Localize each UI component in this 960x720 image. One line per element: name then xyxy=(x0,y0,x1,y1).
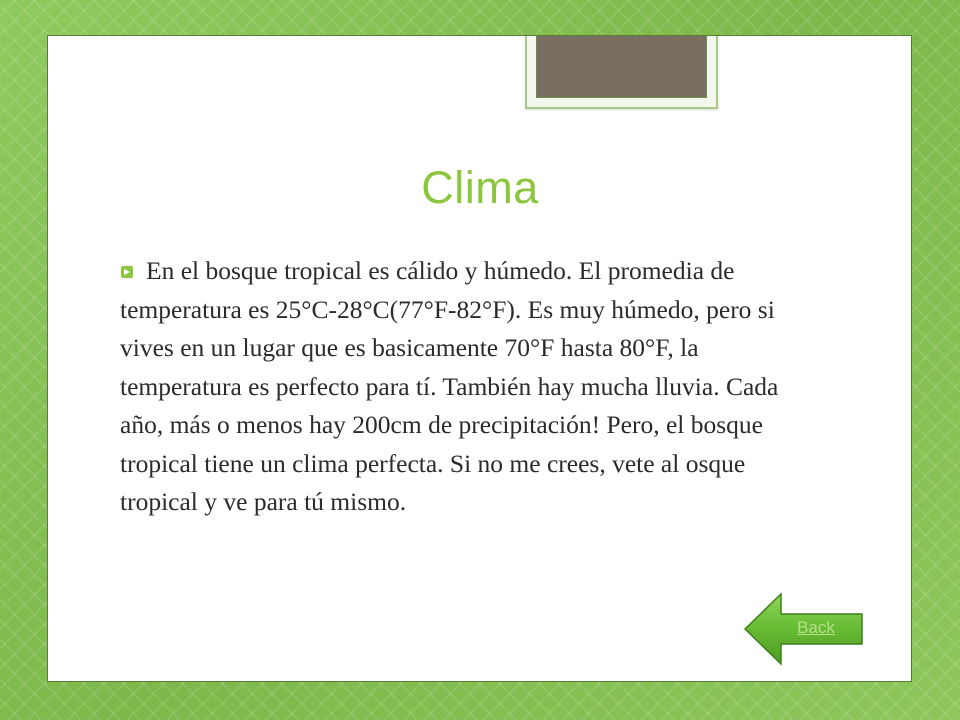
photo-frame xyxy=(525,36,718,109)
square-bullet-icon xyxy=(120,261,136,281)
photo-placeholder xyxy=(536,36,707,98)
back-button[interactable] xyxy=(743,592,865,666)
body-paragraph xyxy=(120,252,820,522)
back-button-label[interactable]: Back xyxy=(797,618,835,637)
body-text: En el bosque tropical es cálido y húmedo. El promedia de temperatura es 25°C-28°C(77°F-82°F). Es muy húmedo, pero si vives en un lugar que es basicamente 70°F hasta 80°F, la temperatura es perfecto para tí. También hay mucha lluvia. Cada año, más o menos hay 200cm de precipitación! Pero, el bosque tropical tiene un clima perfecta. Si no me crees, vete al osque tropical y ve para tú mismo. xyxy=(120,256,779,516)
slide-title: Clima xyxy=(421,162,539,213)
